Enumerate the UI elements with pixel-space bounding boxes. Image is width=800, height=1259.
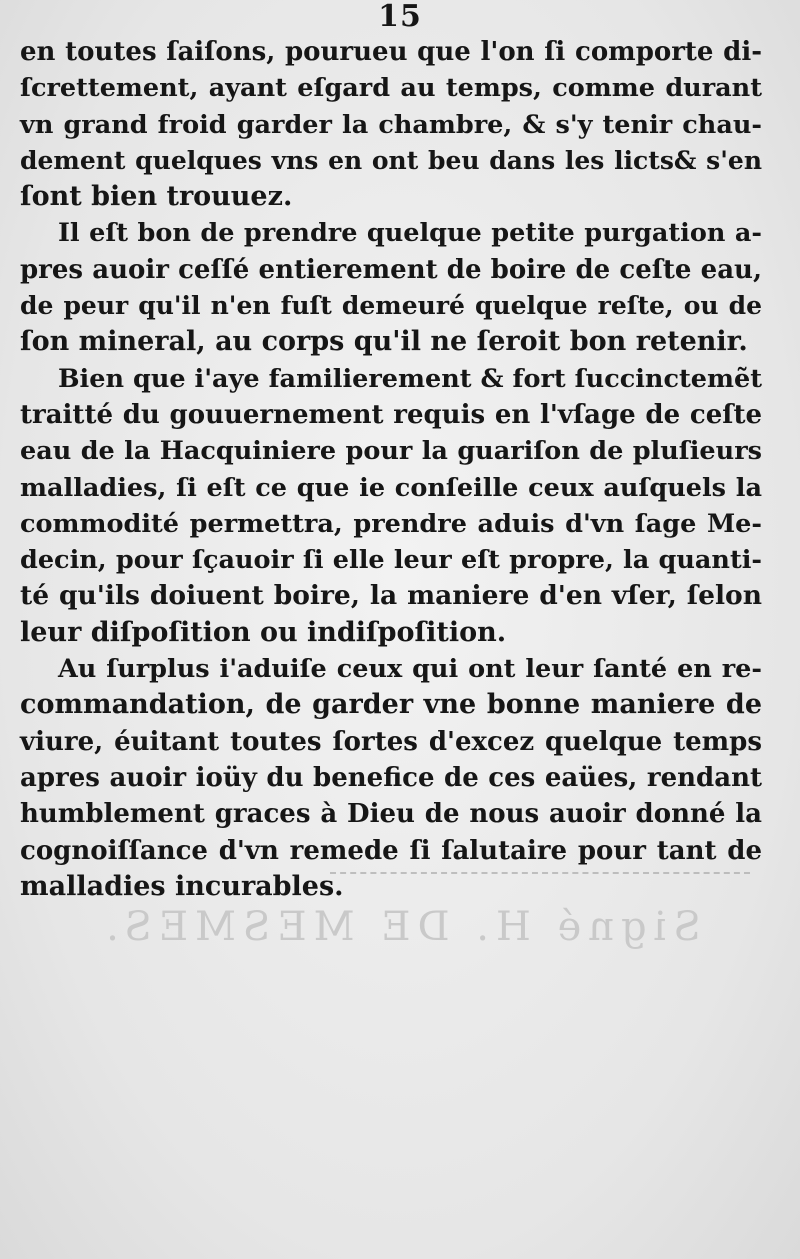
bleed-through-signature: Signé H. DE MESMES. [99, 904, 701, 950]
text-line: ſcrettement, ayant eſgard au temps, comme durant [20, 73, 762, 104]
text-line: vn grand froid garder la chambre, & s'y tenir chau- [20, 109, 762, 140]
text-line: humblement graces à Dieu de nous auoir donné la [20, 799, 762, 830]
text-line: commandation, de garder vne bonne maniere de [20, 689, 762, 721]
text-line: ſont bien trouuez. [20, 181, 293, 213]
text-line: malladies, ſi eſt ce que ie conſeille ceux auſquels la [20, 472, 762, 503]
text-line: malladies incurables. [20, 870, 344, 902]
text-line: ſon mineral, au corps qu'il ne ſeroit bon retenir. [20, 326, 748, 358]
text-line: cognoiſſance d'vn remede ſi ſalutaire pour tant de [20, 835, 762, 866]
text-line: de peur qu'il n'en fuſt demeuré quelque reſte, ou de [20, 291, 762, 321]
text-line: leur diſpoſition ou indiſpoſition. [20, 616, 507, 648]
page-number: 15 [378, 0, 422, 34]
text-line: decin, pour ſçauoir ſi elle leur eſt propre, la quanti- [20, 545, 762, 576]
text-line: dement quelques vns en ont beu dans les licts& s'en [20, 145, 762, 175]
text-line: en toutes ſaiſons, pourueu que l'on ſi comporte di- [20, 37, 762, 67]
text-line: viure, éuitant toutes ſortes d'excez quelque temps [20, 726, 762, 757]
text-line: té qu'ils doiuent boire, la maniere d'en vſer, ſelon [20, 580, 762, 612]
print-mark [330, 872, 750, 874]
paragraph-first-line: Il eſt bon de prendre quelque petite purgation a- [58, 218, 762, 249]
text-line: traitté du gouuernement requis en l'vſage de ceſte [20, 399, 762, 430]
body-text [20, 34, 762, 905]
paragraph-first-line: Bien que i'aye familierement & fort ſuccinctemẽt [58, 363, 762, 394]
text-line: eau de la Hacquiniere pour la guariſon de pluſieurs [20, 436, 762, 467]
paragraph-first-line: Au ſurplus i'aduiſe ceux qui ont leur ſanté en re- [58, 654, 762, 685]
text-line: commodité permettra, prendre aduis d'vn ſage Me- [20, 508, 762, 539]
text-line: apres auoir ioüy du benefice de ces eaües, rendant [20, 762, 762, 793]
text-line: pres auoir ceſſé entierement de boire de ceſte eau, [20, 254, 762, 285]
